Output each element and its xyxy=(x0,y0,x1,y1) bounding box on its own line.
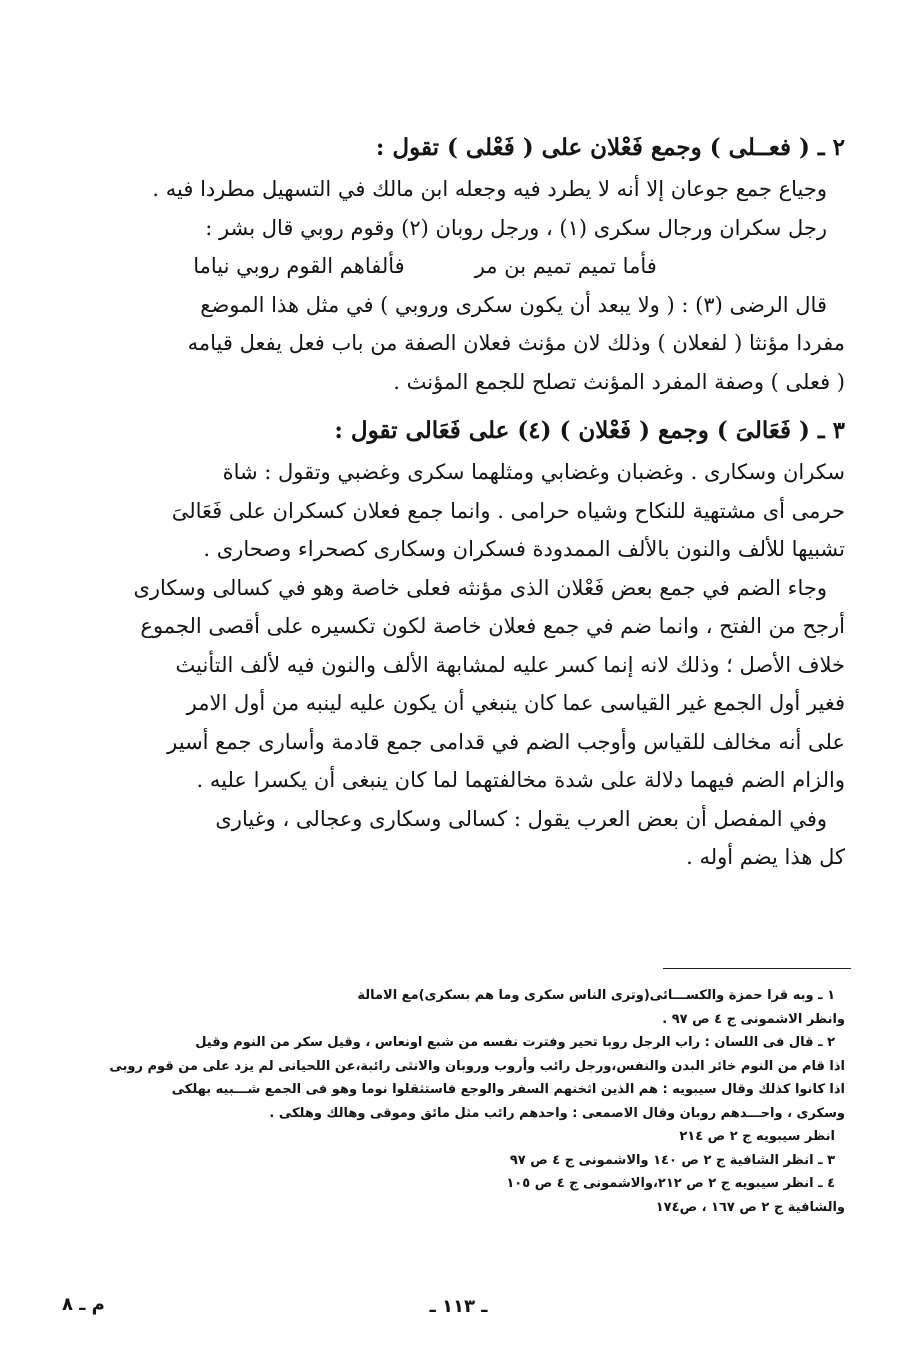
text-line: رجل سكران ورجال سكرى (١) ، ورجل روبان (٢) وقوم روبي قال بشر : xyxy=(205,215,827,240)
footnote-line: انظر سيبويه ج ٢ ص ٢١٤ xyxy=(679,1129,835,1144)
footnote-line: ١ ـ وبه قرا حمزة والكســـائى(وترى الناس سكرى وما هم بسكرى)مع الامالة xyxy=(357,988,835,1003)
verse-hemistich-2: فألفاهم القوم روبي نياما xyxy=(193,254,405,278)
text-line: حرمى أى مشتهية للنكاح وشياه حرامى . وانما جمع فعلان كسكران على فَعَالىَ xyxy=(171,498,845,523)
footnote-line: ٣ ـ انظر الشافية ج ٢ ص ١٤٠ والاشمونى ج ٤ ص ٩٧ xyxy=(509,1152,835,1168)
verse xyxy=(85,247,765,286)
text-line: ( فعلى ) وصفة المفرد المؤنث تصلح للجمع المؤنث . xyxy=(393,369,845,394)
text-line: سكران وسكارى . وغضبان وغضابي ومثلهما سكرى وغضبي وتقول : شاة xyxy=(222,460,845,484)
text-line: خلاف الأصل ؛ وذلك لانه إنما كسر عليه لمشابهة الألف والنون فيه لألف التأنيث xyxy=(175,652,845,677)
text-line: تشبيها للألف والنون بالألف الممدودة فسكران وسكارى كصحراء وصحارى . xyxy=(203,537,845,561)
footnote-line: اذا كانوا كذلك وقال سيبويه : هم الذين اثخنهم السفر والوجع فاستثقلوا نوما وهو فى الجمع شـــبيه بهلكى xyxy=(171,1082,845,1097)
text-line: أرجح من الفتح ، وانما ضم في جمع فعلان خاصة لكون تكسيره على أقصى الجموع xyxy=(140,614,845,638)
page-number: ـ ١١٣ ـ xyxy=(429,1296,488,1317)
text-line: وفي المفصل أن بعض العرب يقول : كسالى وسكارى وعجالى ، وغيارى xyxy=(215,806,827,831)
footnote-line: وانظر الاشمونى ج ٤ ص ٩٧ . xyxy=(662,1011,845,1027)
footnotes xyxy=(65,984,845,1219)
text-line: قال الرضى (٣) : ( ولا يبعد أن يكون سكرى وروبي ) في مثل هذا الموضع xyxy=(200,292,827,317)
footnote-line: اذا قام من النوم خائر البدن والنفس،ورجل رائب وأروب وروبان والانثى رائبة،عن اللحيانى لم يزد على من قوم روبى xyxy=(109,1058,845,1074)
text-line: كل هذا يضم أوله . xyxy=(686,845,845,869)
main-text xyxy=(85,126,845,877)
section-heading-3: ٣ ـ ( فَعَالىَ ) وجمع ( فَعْلان ) (٤) على فَعَالى تقول : xyxy=(334,417,845,444)
footnote-separator xyxy=(663,968,851,969)
footnote-line: ٤ ـ انظر سيبويه ج ٢ ص ٢١٢،والاشمونى ج ٤ ص ١٠٥ xyxy=(506,1176,835,1191)
signature-mark: م ـ ٨ xyxy=(62,1294,105,1315)
footnote-line: وسكرى ، واحـــدهم روبان وقال الاصمعى : واحدهم رائب مثل مائق وموقى وهالك وهلكى . xyxy=(269,1105,845,1121)
text-line: وجاء الضم في جمع بعض فَعْلان الذى مؤنثه فعلى خاصة وهو في كسالى وسكارى xyxy=(133,575,827,600)
verse-hemistich-1: فأما تميم تميم بن مر xyxy=(474,254,657,278)
text-line: على أنه مخالف للقياس وأوجب الضم في قدامى جمع قادمة وأسارى جمع أسير xyxy=(167,729,845,754)
footnote-line: والشافية ج ٢ ص ١٦٧ ، ص١٧٤ xyxy=(655,1199,845,1215)
section-heading-2: ٢ ـ ( فعــلى ) وجمع فَعْلان على ( فَعْلى ) تقول : xyxy=(375,134,845,161)
text-line: مفردا مؤنثا ( لفعلان ) وذلك لان مؤنث فعلان الصفة من باب فعل يفعل قيامه xyxy=(187,331,845,355)
text-line: والزام الضم فيهما دلالة على شدة مخالفتهما لما كان ينبغى أن يكسرا عليه . xyxy=(196,768,845,792)
text-line: فغير أول الجمع غير القياسى عما كان ينبغي أن يكون عليه لينبه من أول الامر xyxy=(186,691,845,715)
footnote-line: ٢ ـ قال فى اللسان : راب الرجل روبا تحير وفترت نفسه من شبع اونعاس ، وقيل سكر من النوم وقيل xyxy=(195,1035,835,1050)
text-line: وجياع جمع جوعان إلا أنه لا يطرد فيه وجعله ابن مالك في التسهيل مطردا فيه . xyxy=(152,177,827,201)
